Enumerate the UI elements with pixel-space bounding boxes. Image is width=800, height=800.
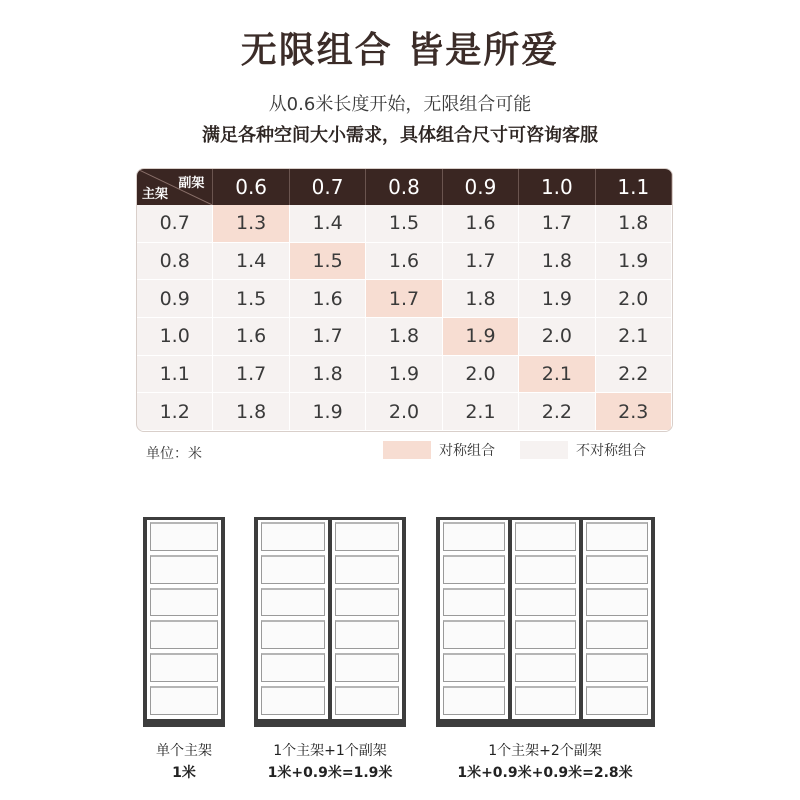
shelf-tier	[443, 555, 505, 584]
shelf-tier	[335, 686, 399, 715]
shelf-tier	[586, 522, 648, 551]
shelf-tier	[515, 686, 577, 715]
caption-line-1: 1个主架+1个副架	[273, 743, 387, 759]
column-header: 0.6	[213, 169, 289, 205]
table-cell-symmetric: 2.3	[596, 393, 672, 431]
column-header: 1.0	[519, 169, 595, 205]
unit-label: 单位：米	[146, 446, 202, 462]
table-cell-symmetric: 1.3	[213, 205, 289, 243]
table-cell-symmetric: 2.1	[519, 356, 595, 394]
row-header: 0.8	[137, 243, 213, 281]
shelf-tier	[586, 620, 648, 649]
shelf-tier	[443, 522, 505, 551]
shelf-tier	[515, 555, 577, 584]
shelf-tier	[335, 588, 399, 617]
table-corner	[137, 169, 213, 205]
shelf-caption-double	[240, 740, 420, 784]
shelf-caption-single	[124, 740, 244, 784]
table-cell: 1.7	[213, 356, 289, 394]
table-cell-symmetric: 1.9	[443, 318, 519, 356]
table-cell: 2.0	[596, 280, 672, 318]
table-cell-symmetric: 1.7	[366, 280, 442, 318]
shelf-tier	[515, 522, 577, 551]
table-cell: 2.2	[596, 356, 672, 394]
table-cell: 1.6	[290, 280, 366, 318]
shelf-tier	[150, 522, 218, 551]
corner-row-label: 主架	[142, 187, 169, 202]
shelf-tier	[150, 653, 218, 682]
shelf-tier	[586, 555, 648, 584]
column-header: 1.1	[596, 169, 672, 205]
shelf-caption-triple	[430, 740, 660, 784]
shelf-tier	[335, 653, 399, 682]
shelf-tier	[261, 555, 325, 584]
row-header: 0.9	[137, 280, 213, 318]
caption-line-1: 单个主架	[156, 743, 212, 759]
page-title: 无限组合 皆是所爱	[240, 30, 560, 71]
table-cell: 1.5	[366, 205, 442, 243]
shelf-tier	[335, 522, 399, 551]
table-cell: 1.6	[213, 318, 289, 356]
caption-line-2: 1米+0.9米+0.9米=2.8米	[457, 765, 633, 781]
shelf-bay	[258, 520, 328, 719]
table-cell: 1.7	[443, 243, 519, 281]
legend-asymmetric	[520, 440, 646, 460]
table-cell: 1.8	[443, 280, 519, 318]
caption-line-2: 1米+0.9米=1.9米	[267, 765, 393, 781]
shelf-tier	[586, 588, 648, 617]
table-cell: 1.6	[443, 205, 519, 243]
table-cell: 1.4	[213, 243, 289, 281]
shelf-tier	[515, 620, 577, 649]
legend-swatch-asymmetric	[520, 441, 568, 459]
table-cell: 1.6	[366, 243, 442, 281]
legend-asymmetric-label: 不对称组合	[576, 443, 646, 459]
table-cell: 2.1	[443, 393, 519, 431]
shelf-single	[143, 517, 225, 727]
legend-swatch-symmetric	[383, 441, 431, 459]
legend-symmetric-label: 对称组合	[439, 443, 495, 459]
combination-table	[136, 168, 673, 432]
row-header: 1.0	[137, 318, 213, 356]
legend-symmetric	[383, 440, 495, 460]
shelf-tier	[150, 588, 218, 617]
shelf-tier	[586, 686, 648, 715]
table-cell: 2.0	[443, 356, 519, 394]
shelf-tier	[586, 653, 648, 682]
shelf-bay	[440, 520, 508, 719]
table-cell: 1.9	[596, 243, 672, 281]
shelf-triple	[436, 517, 655, 727]
column-header: 0.9	[443, 169, 519, 205]
shelf-tier	[335, 620, 399, 649]
table-cell: 1.8	[213, 393, 289, 431]
table-cell: 1.8	[290, 356, 366, 394]
shelf-tier	[443, 653, 505, 682]
shelf-bay	[579, 520, 651, 719]
shelf-bay	[147, 520, 221, 719]
shelf-tier	[515, 653, 577, 682]
row-header: 1.2	[137, 393, 213, 431]
shelf-tier	[261, 620, 325, 649]
table-cell: 1.5	[213, 280, 289, 318]
shelf-tier	[443, 686, 505, 715]
table-cell: 1.9	[519, 280, 595, 318]
table-cell: 1.8	[596, 205, 672, 243]
shelf-tier	[261, 522, 325, 551]
shelf-bay	[328, 520, 402, 719]
subtitle-line-2: 满足各种空间大小需求，具体组合尺寸可咨询客服	[202, 125, 598, 146]
row-header: 0.7	[137, 205, 213, 243]
table-cell: 1.8	[519, 243, 595, 281]
row-header: 1.1	[137, 356, 213, 394]
shelf-tier	[443, 620, 505, 649]
shelf-tier	[150, 555, 218, 584]
shelf-tier	[261, 653, 325, 682]
shelf-double	[254, 517, 406, 727]
caption-line-1: 1个主架+2个副架	[488, 743, 602, 759]
table-cell: 1.9	[366, 356, 442, 394]
table-cell-symmetric: 1.5	[290, 243, 366, 281]
subtitle-line-1: 从0.6米长度开始，无限组合可能	[268, 94, 532, 115]
table-cell: 2.0	[366, 393, 442, 431]
table-cell: 2.0	[519, 318, 595, 356]
shelf-tier	[261, 686, 325, 715]
shelf-bay	[508, 520, 580, 719]
table-cell: 1.8	[366, 318, 442, 356]
table-cell: 1.7	[519, 205, 595, 243]
shelf-tier	[443, 588, 505, 617]
caption-line-2: 1米	[172, 765, 196, 781]
column-header: 0.7	[290, 169, 366, 205]
table-cell: 1.4	[290, 205, 366, 243]
column-header: 0.8	[366, 169, 442, 205]
table-cell: 1.9	[290, 393, 366, 431]
shelf-tier	[335, 555, 399, 584]
shelf-tier	[150, 686, 218, 715]
shelf-tier	[150, 620, 218, 649]
corner-col-label: 副架	[178, 176, 205, 191]
shelf-tier	[261, 588, 325, 617]
table-cell: 2.2	[519, 393, 595, 431]
table-cell: 1.7	[290, 318, 366, 356]
table-cell: 2.1	[596, 318, 672, 356]
shelf-tier	[515, 588, 577, 617]
